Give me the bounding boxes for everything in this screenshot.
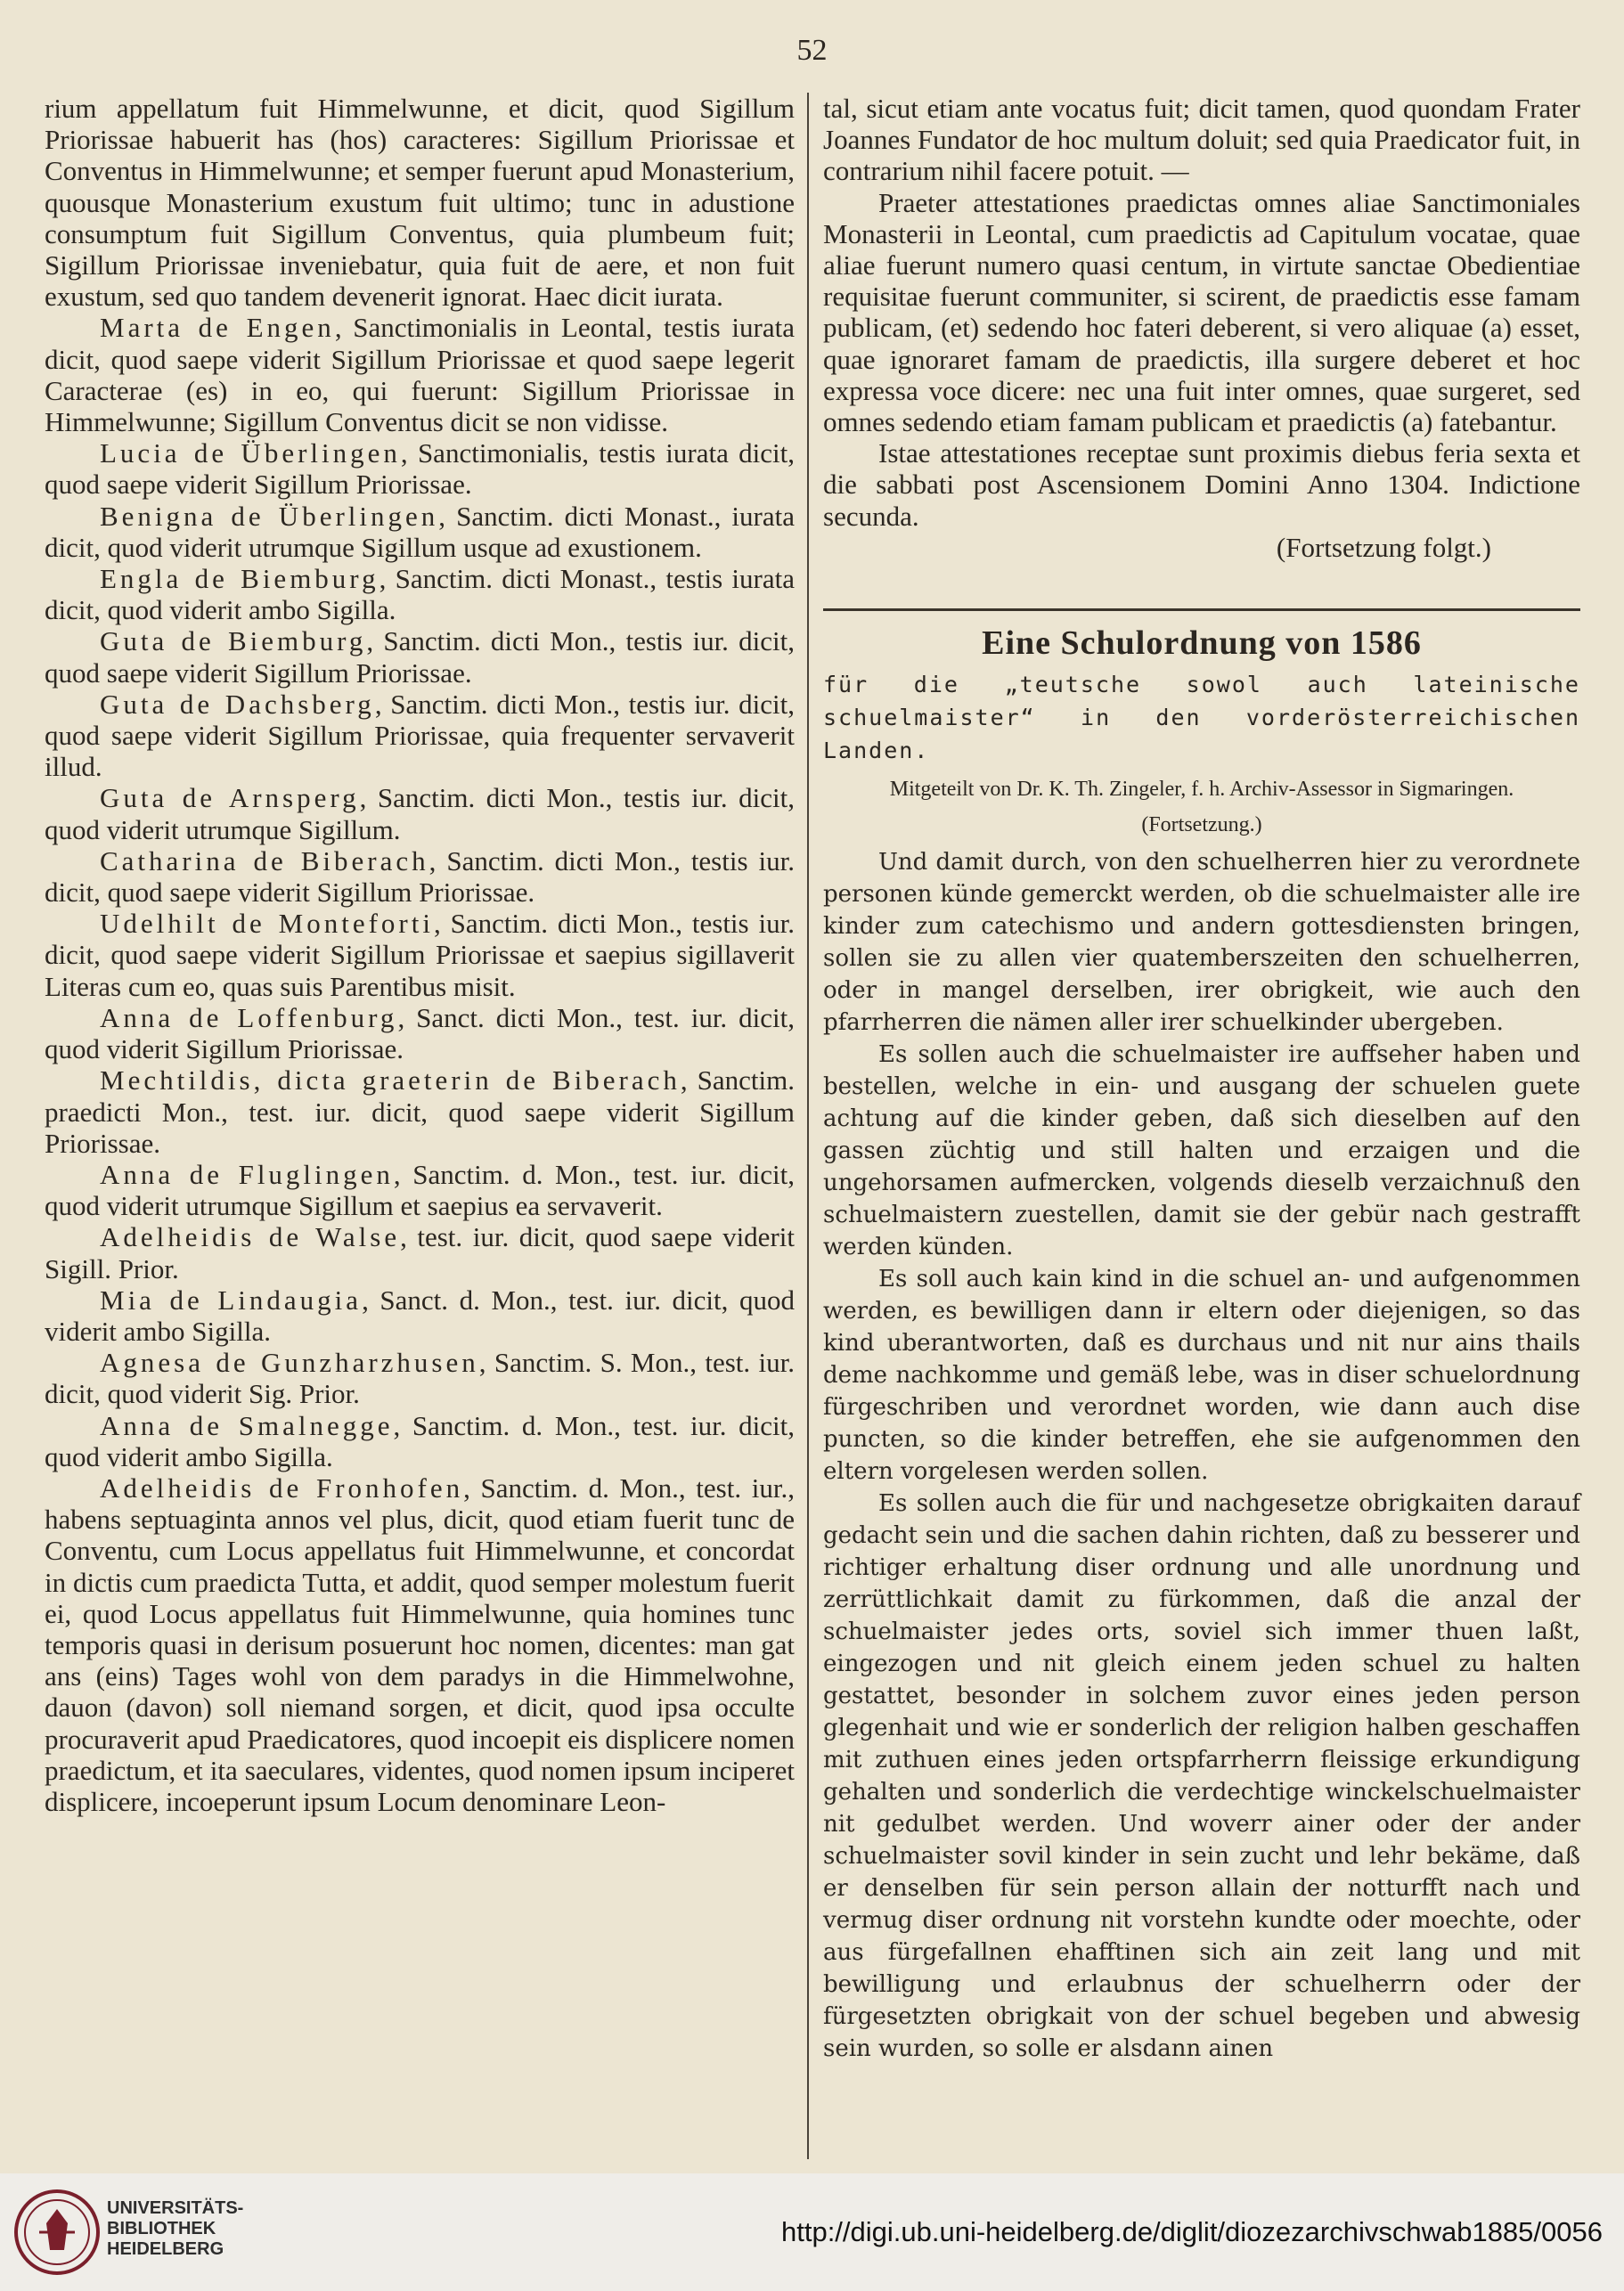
testimony-paragraph: Guta de Biemburg, Sanctim. dicti Mon., testis iur. dicit, quod saepe viderit Sigillum Priorissae. <box>45 625 795 689</box>
witness-name: Guta de Dachsberg <box>100 688 375 720</box>
witness-name: Mia de Lindaugia <box>100 1284 363 1316</box>
section-title: Eine Schulordnung von 1586 <box>982 624 1422 662</box>
witness-name: Anna de Smalnegge <box>100 1409 394 1441</box>
witness-name: Agnesa de Gunzharzhusen <box>100 1347 479 1379</box>
testimony-paragraph: Adelheidis de Fronhofen, Sanctim. d. Mon., test. iur., habens septuaginta annos vel plus, dicit, quod etiam fuerit tunc de Conventu, cum Locus appellatus fuit Himmelwunne, et concordat in dictis cum praedicta Tutta, et addit, quod semper molestum fuerit ei, quod Locus appellatus fuit Himmelwunne, quia homines tunc temporis quasi in derisum posuerunt hoc nomen, dicentes: man gat ans (eins) Tages wohl von dem paradys in die Himmelwohne, dauon (davon) soll niemand sorgen, et dicit, quod ipsa occulte procuraverit apud Praedicatores, quod incoepit eis displicere nomen praedictum, et ita saeculares, videntes, quod nomen ipsum inciperet displicere, incoeperunt ipsum Locum denominare Leon- <box>45 1472 796 1817</box>
column-divider <box>807 93 809 2159</box>
witness-name: Anna de Fluglingen <box>100 1158 394 1190</box>
witness-name: Adelheidis de Walse <box>100 1221 401 1253</box>
footer-bar <box>0 2173 1624 2291</box>
library-name: UNIVERSITÄTS- BIBLIOTHEK HEIDELBERG <box>107 2198 244 2259</box>
witness-name: Guta de Arnsperg <box>100 782 360 814</box>
witness-name: Udelhilt de Monteforti <box>100 908 434 940</box>
paragraph: Istae attestationes receptae sunt proximis diebus feria sexta et die sabbati post Ascensionem Domini Anno 1304. Indictione secunda. <box>823 437 1580 532</box>
paragraph: Es sollen auch die schuelmaister ire auffseher haben und bestellen, welche in ein- und ausgang der schuelen guete achtung auf die kinder geben, daß sich dieselben auf den gassen züchtig und still halten und erzaigen und die ungehorsamen aufmercken, volgends dieselb verzaichnuß den schuelmaistern zuestellen, damit sie der gebür nach gestrafft werden künden. <box>823 1040 1580 1260</box>
witness-name: Engla de Biemburg <box>100 563 379 595</box>
testimony-paragraph: Catharina de Biberach, Sanctim. dicti Mon., testis iur. dicit, quod saepe viderit Sigillum Priorissae. <box>45 844 795 909</box>
page-number: 52 <box>796 34 828 67</box>
source-url[interactable]: http://digi.ub.uni-heidelberg.de/diglit/diozezarchivschwab1885/0056 <box>780 2216 1603 2247</box>
testimony-paragraph: Mia de Lindaugia, Sanct. d. Mon., test. iur. dicit, quod viderit ambo Sigilla. <box>45 1284 795 1347</box>
testimony-paragraph: Anna de Fluglingen, Sanctim. d. Mon., test. iur. dicit, quod viderit utrumque Sigillum et saepius ea servaverit. <box>45 1158 795 1222</box>
witness-name: Marta de Engen <box>100 312 335 344</box>
section-divider <box>823 608 1580 611</box>
section-subtitle: für die „teutsche sowol auch lateinische schuelmaister“ in den vorderösterreichischen Landen. <box>823 671 1580 763</box>
university-seal-icon <box>12 2188 102 2277</box>
paragraph: tal, sicut etiam ante vocatus fuit; dicit tamen, quod quondam Frater Joannes Fundator de hoc multum doluit; sed quia Praedicator fuit, in contrarium nihil facere potuit. — <box>823 93 1580 187</box>
testimony-paragraph: Anna de Loffenburg, Sanct. dicti Mon., test. iur. dicit, quod viderit Sigillum Priorissae. <box>45 1001 796 1065</box>
testimony-paragraph: Benigna de Überlingen, Sanctim. dicti Monast., iurata dicit, quod viderit utrumque Sigillum usque ad exustionem. <box>45 500 795 563</box>
witness-name: Guta de Biemburg <box>100 625 367 657</box>
attribution: Mitgeteilt von Dr. K. Th. Zingeler, f. h. Archiv-Assessor in Sigmaringen. <box>889 777 1514 801</box>
testimony-paragraph: Lucia de Überlingen, Sanctimonialis, testis iurata dicit, quod saepe viderit Sigillum Priorissae. <box>45 437 795 501</box>
witness-name: Catharina de Biberach <box>100 844 429 876</box>
witness-name: Lucia de Überlingen <box>100 437 401 469</box>
testimony-paragraph: Engla de Biemburg, Sanctim. dicti Monast., testis iurata dicit, quod viderit ambo Sigilla. <box>45 563 795 626</box>
right-column <box>823 93 1580 2065</box>
testimony-paragraph: Agnesa de Gunzharzhusen, Sanctim. S. Mon., test. iur. dicit, quod viderit Sig. Prior. <box>45 1347 795 1410</box>
continued-note: (Fortsetzung folgt.) <box>1276 531 1491 563</box>
witness-name: Mechtildis, dicta graeterin de Biberach <box>100 1064 681 1097</box>
testimony-paragraph: Mechtildis, dicta graeterin de Biberach, Sanctim. praedicti Mon., test. iur. dicit, quod saepe viderit Sigillum Priorissae. <box>45 1064 795 1159</box>
paragraph: Es sollen auch die für und nachgesetze obrigkaiten darauf gedacht sein und die sachen dahin richten, daß zu besserer und richtiger erhaltung diser ordnung und alle unordnung und zerrüttlichkait damit zu fürkommen, daß die anzal der schuelmaister jedes orts, soviel sich immer thuen laßt, eingezogen und nit gleich einem jeden schuel zu halten gestattet, besonder in solchem zuvor eines jeden person glegenhait und wie er sonderlich der religion halben geschaffen mit zuthuen eines jeden ortspfarrherrn fleissige erkundigung gehalten und sonderlich die verdechtige winckelschuelmaister nit gedulbet werden. Und woverr ainer oder der ander schuelmaister sovil kinder in sein zucht und lehr bekäme, daß er denselben für sein person allain der notturfft nach und vermug diser ordnung nit vorstehn kundte oder moechte, oder aus fürgefallnen ehafftinen sich ain zeit lang und mit bewilligung und erlaubnus der schuelherrn oder der fürgesetzten obrigkait von der schuel begeben und abwesig sein wurden, so solle er alsdann ainen <box>823 1489 1580 2062</box>
paragraph: Es soll auch kain kind in die schuel an- und aufgenommen werden, es bewilligen dann ir eltern oder diejenigen, so das kind uberantworten, daß es durchaus und nit nur ains thails deme nachkomme und gemäß lebe, was in diser schuelordnung fürgeschriben und verordnet worden, wie dann auch dise puncten, so die kinder betreffen, ehe sie aufgenommen den eltern vorgelesen werden sollen. <box>823 1265 1580 1485</box>
paragraph: rium appellatum fuit Himmelwunne, et dicit, quod Sigillum Priorissae habuerit has (hos) caracteres: Sigillum Priorissae et Conventus in Himmelwunne; et semper fuerunt apud Monasterium, quousque Monasterium exustum fuit ultimo; tunc in adustione consumptum fuit Sigillum Conventus, quia plumbeum fuit; Sigillum Priorissae inveniebatur, quia fuit de aere, et non fuit exustum, sed quo tandem devenerit ignorat. Haec dicit iurata. <box>45 93 795 313</box>
testimony-paragraph: Marta de Engen, Sanctimonialis in Leontal, testis iurata dicit, quod saepe viderit Sigillum Priorissae et quod saepe legerit Caracterae (es) in eo, qui fuerunt: Sigillum Priorissae in Himmelwunne; Sigillum Conventus dicit se non vidisse. <box>45 312 795 438</box>
testimony-paragraph: Udelhilt de Monteforti, Sanctim. dicti Mon., testis iur. dicit, quod saepe viderit Sigillum Priorissae et saepius sigillaverit Literas cum eo, quas suis Parentibus misit. <box>45 908 795 1002</box>
witness-name: Anna de Loffenburg <box>100 1001 398 1033</box>
paragraph: Praeter attestationes praedictas omnes aliae Sanctimoniales Monasterii in Leontal, cum praedictis ad Capitulum vocatae, quae aliae fuerunt numero quasi centum, in virtute sanctae Obedientiae requisitae fuerunt communiter, si scirent, de praedictis esse famam publicam, (et) sedendo hoc fateri deberent, si vero aliquae (a) esset, quae ignoraret famam de praedictis, illa surgere deberet et hoc expressa voce dicere: nec una fuit inter omnes, quae surgeret, sed omnes sedendo etiam famam publicam et praedictis (a) fatebantur. <box>823 186 1580 438</box>
paragraph: Und damit durch, von den schuelherren hier zu verordnete personen künde gemerckt werden, ob die schuelmaister alle ire kinder zum catechismo und andern gottesdiensten bringen, sollen sie zu allen vier quatemberszeiten den schuelherren, oder in mangel derselben, irer obrigkeit, wie auch den pfarrherren die nämen aller irer schuelkinder ubergeben. <box>823 848 1580 1036</box>
witness-name: Adelheidis de Fronhofen <box>100 1472 464 1504</box>
continuation-note: (Fortsetzung.) <box>1141 812 1262 836</box>
left-column <box>45 93 795 1817</box>
testimony-paragraph: Anna de Smalnegge, Sanctim. d. Mon., test. iur. dicit, quod viderit ambo Sigilla. <box>45 1409 795 1472</box>
testimony-paragraph: Adelheidis de Walse, test. iur. dicit, quod saepe viderit Sigill. Prior. <box>45 1221 795 1284</box>
witness-name: Benigna de Überlingen <box>100 500 439 532</box>
testimony-paragraph: Guta de Arnsperg, Sanctim. dicti Mon., testis iur. dicit, quod viderit utrumque Sigillum. <box>45 782 795 845</box>
testimony-paragraph: Guta de Dachsberg, Sanctim. dicti Mon., testis iur. dicit, quod saepe viderit Sigillum Priorissae, quia frequenter servaverit illud. <box>45 688 795 783</box>
